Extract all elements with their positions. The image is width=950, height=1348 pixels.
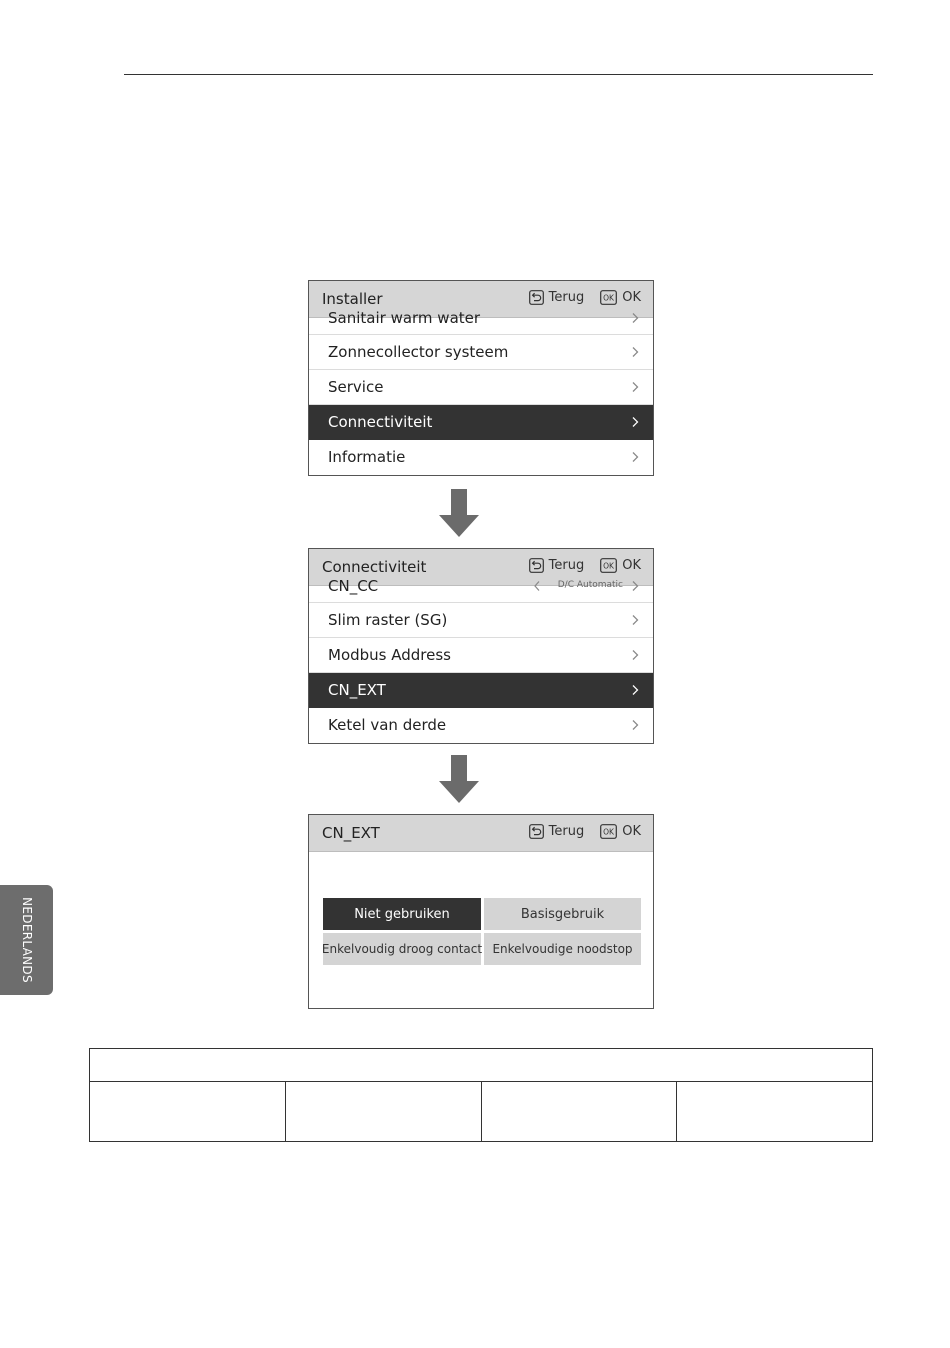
chevron-left-icon xyxy=(533,580,541,592)
table-header-cell xyxy=(90,1049,873,1082)
menu-row-cn-ext[interactable] xyxy=(309,673,653,708)
chevron-right-icon xyxy=(630,416,640,428)
cn-ext-screen xyxy=(308,814,654,1009)
menu-row-slim-raster[interactable] xyxy=(309,603,653,638)
header-actions xyxy=(529,558,641,573)
language-side-tab xyxy=(0,885,53,995)
svg-text:OK: OK xyxy=(603,293,615,303)
return-icon[interactable] xyxy=(529,290,544,305)
back-label[interactable]: Terug xyxy=(548,290,585,305)
table-cell xyxy=(285,1082,481,1142)
ok-icon[interactable] xyxy=(600,558,617,573)
option-grid xyxy=(309,852,653,1008)
chevron-right-icon xyxy=(630,312,640,324)
ok-icon[interactable] xyxy=(600,290,617,305)
screen-title: Connectiviteit xyxy=(322,558,427,576)
top-rule xyxy=(124,74,873,75)
row-label: CN_EXT xyxy=(328,681,386,699)
option-niet-gebruiken[interactable]: Niet gebruiken xyxy=(323,898,481,930)
menu-row-connectiviteit[interactable] xyxy=(309,405,653,440)
menu-row-ketel-van-derde[interactable] xyxy=(309,708,653,743)
row-label: Ketel van derde xyxy=(328,716,447,734)
table-row xyxy=(90,1082,873,1142)
arrow-down-icon xyxy=(439,755,479,803)
info-table xyxy=(89,1048,873,1142)
menu-row-sanitair-warm-water[interactable] xyxy=(309,309,653,335)
table-cell xyxy=(481,1082,677,1142)
chevron-right-icon xyxy=(630,614,640,626)
connectiviteit-screen xyxy=(308,548,654,744)
screen-header xyxy=(309,815,653,852)
row-label: Informatie xyxy=(328,448,406,466)
chevron-right-icon xyxy=(630,684,640,696)
menu-row-zonnecollector[interactable] xyxy=(309,335,653,370)
header-actions xyxy=(529,824,641,839)
option-basisgebruik[interactable]: Basisgebruik xyxy=(484,898,641,930)
chevron-right-icon xyxy=(630,381,640,393)
back-label[interactable]: Terug xyxy=(548,824,585,839)
screen-title: Installer xyxy=(322,290,383,308)
menu-row-cn-cc[interactable] xyxy=(309,577,653,603)
table-header-row xyxy=(90,1049,873,1082)
menu-row-service[interactable] xyxy=(309,370,653,405)
svg-text:OK: OK xyxy=(603,827,615,837)
menu-row-informatie[interactable] xyxy=(309,440,653,475)
header-actions xyxy=(529,290,641,305)
row-label: Sanitair warm water xyxy=(328,309,481,327)
menu-list xyxy=(309,309,653,475)
menu-row-modbus-address[interactable] xyxy=(309,638,653,673)
side-tab-label: NEDERLANDS xyxy=(19,897,34,983)
return-icon[interactable] xyxy=(529,824,544,839)
svg-text:OK: OK xyxy=(603,561,615,571)
back-label[interactable]: Terug xyxy=(548,558,585,573)
arrow-down-icon xyxy=(439,489,479,537)
ok-label[interactable]: OK xyxy=(622,824,641,839)
chevron-right-icon xyxy=(630,649,640,661)
row-label: Service xyxy=(328,378,384,396)
row-label: CN_CC xyxy=(328,577,379,595)
row-label: Modbus Address xyxy=(328,646,451,664)
table-cell xyxy=(677,1082,873,1142)
chevron-right-icon xyxy=(630,346,640,358)
chevron-right-icon xyxy=(630,451,640,463)
return-icon[interactable] xyxy=(529,558,544,573)
menu-list xyxy=(309,577,653,743)
table-cell xyxy=(90,1082,286,1142)
ok-label[interactable]: OK xyxy=(622,558,641,573)
ok-label[interactable]: OK xyxy=(622,290,641,305)
option-enkelvoudig-droog-contact[interactable]: Enkelvoudig droog contact xyxy=(323,933,481,965)
row-value: D/C Automatic xyxy=(557,580,623,590)
chevron-right-icon xyxy=(630,719,640,731)
option-enkelvoudige-noodstop[interactable]: Enkelvoudige noodstop xyxy=(484,933,641,965)
screen-title: CN_EXT xyxy=(322,824,380,842)
row-label: Connectiviteit xyxy=(328,413,433,431)
ok-icon[interactable] xyxy=(600,824,617,839)
installer-screen xyxy=(308,280,654,476)
row-label: Zonnecollector systeem xyxy=(328,343,509,361)
chevron-right-icon xyxy=(630,580,640,592)
row-label: Slim raster (SG) xyxy=(328,611,448,629)
